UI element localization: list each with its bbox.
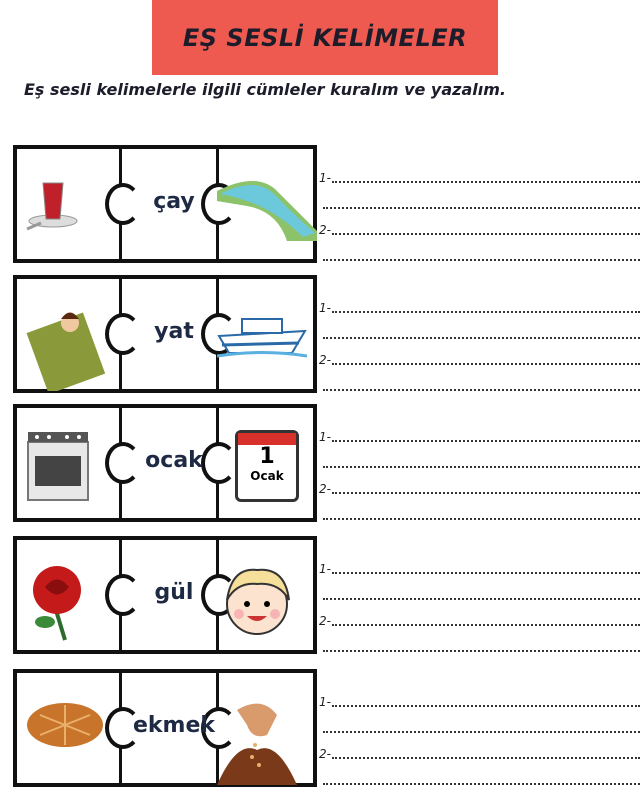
bread-icon: [25, 695, 105, 754]
puzzle: [13, 536, 317, 654]
line-number: 1-: [319, 301, 331, 315]
rose-icon: [25, 562, 95, 646]
puzzle: [13, 275, 317, 393]
answer-line[interactable]: [319, 602, 640, 628]
dotted-line: [332, 430, 640, 442]
dotted-line: [323, 640, 640, 652]
answer-line[interactable]: [319, 185, 640, 211]
line-number: 2-: [319, 482, 331, 496]
answer-lines: [319, 289, 640, 393]
homonym-word: ocak: [145, 448, 203, 473]
line-number: 1-: [319, 562, 331, 576]
dotted-line: [332, 301, 640, 313]
puzzle-row: [13, 145, 640, 263]
answer-line[interactable]: [319, 341, 640, 367]
homonym-word: ekmek: [132, 713, 216, 738]
calendar-day: 1: [259, 444, 275, 469]
homonym-word: yat: [154, 319, 194, 344]
line-number: 2-: [319, 747, 331, 761]
answer-lines: [319, 550, 640, 654]
puzzle-row: [13, 404, 640, 522]
answer-line[interactable]: [319, 444, 640, 470]
line-number: 2-: [319, 223, 331, 237]
homonym-word: çay: [153, 189, 195, 214]
puzzle-row: [13, 536, 640, 654]
answer-line[interactable]: [319, 735, 640, 761]
calendar-month: Ocak: [250, 469, 284, 483]
puzzle: [13, 145, 317, 263]
answer-line[interactable]: [319, 418, 640, 444]
answer-line[interactable]: [319, 550, 640, 576]
river-icon: [217, 171, 317, 245]
answer-line[interactable]: [319, 315, 640, 341]
answer-line[interactable]: [319, 496, 640, 522]
answer-line[interactable]: [319, 289, 640, 315]
dotted-line: [323, 327, 640, 339]
answer-lines: [319, 159, 640, 263]
dotted-line: [332, 747, 640, 759]
yacht-icon: [217, 301, 307, 365]
answer-line[interactable]: [319, 211, 640, 237]
answer-line[interactable]: [319, 576, 640, 602]
answer-line[interactable]: [319, 628, 640, 654]
dotted-line: [323, 773, 640, 785]
tea-glass-icon: [25, 171, 85, 235]
puzzle: [13, 404, 317, 522]
line-number: 1-: [319, 695, 331, 709]
answer-line[interactable]: [319, 159, 640, 185]
dotted-line: [323, 721, 640, 733]
page-title: EŞ SESLİ KELİMELER: [182, 23, 468, 52]
line-number: 2-: [319, 614, 331, 628]
person-in-bed-icon: [25, 301, 105, 395]
stove-icon: [25, 430, 91, 506]
puzzle-row: [13, 669, 640, 787]
line-number: 2-: [319, 353, 331, 367]
answer-line[interactable]: [319, 709, 640, 735]
answer-line[interactable]: [319, 470, 640, 496]
line-number: 1-: [319, 430, 331, 444]
dotted-line: [332, 223, 640, 235]
dotted-line: [332, 171, 640, 183]
dotted-line: [323, 508, 640, 520]
line-number: 1-: [319, 171, 331, 185]
dotted-line: [332, 614, 640, 626]
calendar-icon: [217, 430, 299, 502]
dotted-line: [323, 379, 640, 391]
answer-line[interactable]: [319, 761, 640, 787]
dotted-line: [332, 562, 640, 574]
dotted-line: [332, 353, 640, 365]
dotted-line: [332, 482, 640, 494]
dotted-line: [323, 456, 640, 468]
title-banner: [152, 0, 498, 75]
dotted-line: [332, 695, 640, 707]
answer-line[interactable]: [319, 367, 640, 393]
answer-line[interactable]: [319, 237, 640, 263]
puzzle-row: [13, 275, 640, 393]
puzzle: [13, 669, 317, 787]
homonym-word: gül: [154, 580, 194, 605]
dotted-line: [323, 197, 640, 209]
dotted-line: [323, 249, 640, 261]
planting-seeds-icon: [217, 695, 297, 789]
smiling-face-icon: [217, 562, 297, 646]
dotted-line: [323, 588, 640, 600]
answer-lines: [319, 418, 640, 522]
answer-line[interactable]: [319, 683, 640, 709]
instruction: Eş sesli kelimelerle ilgili cümleler kuralım ve yazalım.: [24, 80, 506, 99]
answer-lines: [319, 683, 640, 787]
